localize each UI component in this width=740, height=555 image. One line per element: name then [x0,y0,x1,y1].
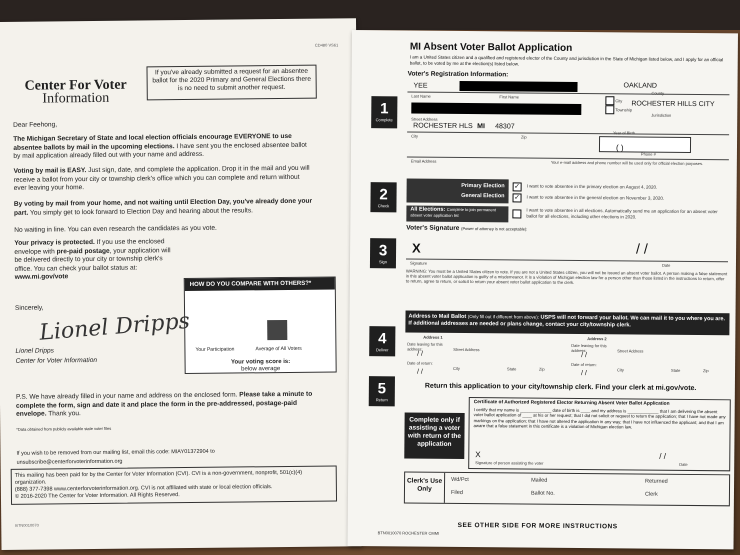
p5-rest: , your application will be delivered directly to your city or township clerk's office. You can check your ballot status at: [14,246,171,273]
zip-2-label: Zip [703,368,709,374]
mail-header-bold: USPS will not forward your ballot. We can mail it to you where you are. If additional addresses are needed or plans change, contact your city/township clerk. [408,314,726,329]
returned-label: Returned [645,478,668,485]
score-value: below average [241,366,281,373]
city-2-label: City [617,367,624,373]
date-leaving-1: Date leaving for this address: [407,341,443,352]
date-return-2: Date of return: [571,361,597,368]
phone-label: Phone # [640,151,656,157]
email-note: Your e-mail address and phone number will be used only for official election purposes. [550,159,704,167]
absent-voter-application [347,30,737,549]
jurisdiction-value: ROCHESTER HILLS CITY [631,100,715,109]
see-other-side: SEE OTHER SIDE FOR MORE INSTRUCTIONS [457,521,618,531]
form-title: MI Absent Voter Ballot Application [409,41,573,54]
state-2-label: State [671,367,681,373]
signature-note: (Power of attorney is not acceptable): [461,225,528,232]
all-elections-box [406,205,508,222]
ballot-no-label: Ballot No. [530,490,555,497]
signature-header-text: Voter's Signature [406,224,460,232]
filed-label: Filed [450,489,463,496]
all-elections-checkbox[interactable] [512,209,521,218]
clerk-use-box [404,471,730,506]
zip-1-label: Zip [539,366,545,372]
registration-header: Voter's Registration Information: [407,70,509,79]
city-check-label: City [615,98,623,104]
p2-rest: Just sign, date, and complete the application. Drop it in the mail and you will receive a ballot from your city or township clerk's office which you can complete and return without ever leaving your home. [13,164,310,193]
step-5-badge [369,376,395,406]
step-5-number: 5 [377,380,387,398]
all-elections-text: I want to vote absentee in all elections. Automatically send me an application for an absent voter ballot for all elections, including other elections in 2020. [526,207,718,219]
county-label: County [651,90,665,96]
paragraph-no-waiting: No waiting in line. You can even research the candidates as you vote. [14,224,217,234]
step-3-badge [370,238,396,268]
p5-bold-postage: pre-paid postage [56,247,110,255]
letter-form-code: CD480 VS61 [314,42,339,48]
step-1-word: Complete [375,117,393,123]
step-3-word: Sign [378,259,388,265]
paid-for-box [11,465,337,504]
p5-mid: If you use the enclosed envelope with [14,238,165,256]
org-line-1: Center For Voter [24,77,127,94]
ps-text: P.S. We have already filled in your name and address on the enclosed form. [15,391,238,401]
street-2-label: Street Address [617,348,644,354]
certificate-sig-label: Signature of person assisting the voter [475,460,544,466]
all-elections-label: All Elections: [410,206,446,213]
step-4-word: Deliver [375,347,389,353]
step-2-badge [370,182,396,212]
step-3-number: 3 [378,242,388,260]
assist-label: Complete only if assisting a voter with return of the application [404,412,464,459]
email-label: Email Address [410,158,437,164]
county-value: OAKLAND [623,82,658,90]
election-labels [406,178,508,203]
p5-bold: Your privacy is protected. [14,238,95,247]
primary-label: Primary Election [461,182,505,190]
date-leaving-2: Date leaving for this address: [571,342,607,354]
city-label: City [411,133,418,139]
paragraph-encourage [13,133,313,162]
city-checkbox[interactable] [605,96,614,105]
form-footer-code: BTN0010070 ROCHESTER CMMI [377,530,440,536]
average-label: Average of All Voters [255,345,302,353]
redaction-name [459,81,577,92]
p1-bold: The Michigan Secretary of State and local election officials encourage EVERYONE to use absentee ballots by mail in the upcoming elections. [13,132,292,152]
greeting: Dear Feehong, [13,121,58,129]
primary-text: I want to vote absentee in the primary election on August 4, 2020. [526,183,658,190]
p3-rest: You simply get to look forward to Election Day and hearing about the results. [29,206,254,217]
signature-label: Signature [409,260,428,266]
city-line [407,131,729,135]
street-1-label: Street Address [453,346,480,353]
address-1-title: Address 1 [423,334,443,340]
your-participation-label: Your Participation [195,346,235,353]
org-logo-text [11,78,141,105]
signature-image: Lionel Dripps [38,308,191,346]
certificate-date-label: Date [679,461,688,467]
phone-parens: ( ) [615,143,624,153]
zip-label: Zip [521,134,527,140]
township-check-label: Township [615,107,633,113]
mailing-line-1: This mailing has been paid for by the Center for Voter Information (CVI). CVI is a non-government, nonprofit, 501(c)(4) organization. [14,469,303,486]
paragraph-done-part [14,198,314,218]
mail-address-header [405,310,729,335]
name-line [407,91,729,95]
step-2-number: 2 [379,186,388,204]
p3-bold: By voting by mail from your home, and not waiting until Election Day, you've already done your part. [13,197,313,217]
p1-rest: I have sent you the enclosed absentee ballot by mail application already filled out with your name and address. [13,141,307,161]
score-label: Your voting score is: [230,358,291,366]
wd-pct-label: Wd/Pct [451,476,469,484]
certificate-body: I certify that my name is _____________ date of birth is ____ and my address is _____________ that I am delivering the absent voter ballot application of ____ at his or her request; that I did not solicit or request to return the application; that I have not made any markings on the application; that I have not altered the application in any way; that I have not influenced the applicant; and that I am aware that a false statement in this certificate is a violation of Michigan election law. [473,407,726,430]
clerk-use-label: Clerk's Use Only [405,472,445,502]
ps-bold: Please take a minute to complete the form, sign and date it and place the form in the pre-addressed, postage-paid envelope. [15,390,313,418]
certificate-x: X [475,450,481,460]
mailing-line-2: (888) 377-7398 www.centerforvoterinformation.org. CVI is not affiliated with state or local election officials. [14,484,273,493]
step-5-word: Return [375,397,388,403]
last-name-label: Last Name [411,93,431,99]
data-source-note: *Data obtained from publicly available state voter files [16,425,112,432]
all-elections-sub: Complete to join permanent absent voter application list [410,206,496,218]
general-label: General Election [461,192,505,200]
certificate-box [468,397,731,471]
paragraph-easy [14,165,314,194]
leave-date-1[interactable]: / / [417,350,424,358]
mailed-label: Mailed [531,477,548,484]
date-slashes: / / [636,240,648,257]
leave-date-2[interactable]: / / [581,352,588,360]
redaction-address [411,103,581,115]
form-intro: I am a United States citizen and a qualified and registered elector of the County and jurisdiction in the State of Michigan listed below, and I apply for an official ballot, to be voted by me at the election(s) listed below. [409,54,724,66]
cover-letter [0,18,362,550]
city-1-label: City [453,365,460,371]
certificate-date: / / [659,451,667,461]
ballot-status-url: www.mi.gov/vote [14,273,69,282]
return-date-2[interactable]: / / [580,370,587,378]
mailing-line-3: © 2016-2020 The Center for Voter Information. All Rights Reserved. [14,492,180,500]
warning-text: WARNING: You must be a United States citizen to vote. If you are not a United States citizen, you will not be issued an absent voter ballot. A person making a false statement in this absent voter ballot application is guilty of a misdemeanor. It is a violation of Michigan election law for a person other than those listed in the instructions to return, offer to return, agree to return, or solicit to return your absent voter ballot application to the clerk. [405,268,728,286]
signer-name: Lionel Dripps [15,347,54,355]
phone-field[interactable] [599,136,691,153]
address-2-title: Address 2 [587,336,607,342]
street-label: Street Address [411,116,438,122]
clerk-label: Clerk [644,491,658,498]
step-1-number: 1 [380,100,389,118]
already-submitted-notice: If you've already submitted a request for an absentee ballot for the 2020 Primary and General Elections there is no need to submit another request. [146,65,316,101]
average-bar [267,320,287,340]
signature-line[interactable] [406,258,728,262]
postscript [16,391,316,420]
state-1-label: State [507,366,517,372]
township-checkbox[interactable] [605,105,614,114]
mail-header-title: Address to Mail Ballot [408,313,467,321]
signature-header [406,224,527,232]
certificate-title: Certificate of Authorized Registered Elector Returning Absent Voter Ballot Application [473,400,670,407]
return-instruction: Return this application to your city/township clerk. Find your clerk at mi.gov/vote. [424,382,697,393]
removal-instructions: If you wish to be removed from our mailing list, email this code: MIAY01372904 to unsubscribe@centerforvoterinformation.org [16,448,215,466]
state-value: MI [477,123,485,131]
ps-thanks: Thank you. [48,410,81,418]
sincerely: Sincerely, [14,304,44,312]
step-1-badge [371,96,397,128]
signer-org: Center for Voter Information [15,356,98,365]
first-name-label: First Name [499,94,520,100]
org-line-2: Information [42,90,110,107]
signature-x: X [412,240,421,256]
date-return-1: Date of return: [407,360,433,366]
step-2-word: Check [377,203,390,209]
p2-bold: Voting by mail is EASY. [13,167,87,175]
comparison-title: HOW DO YOU COMPARE WITH OTHERS?* [185,277,335,291]
mail-header-note: (Only fill out if different from above): [467,314,540,320]
general-text: I want to vote absentee in the general election on November 3, 2020. [526,194,665,201]
paragraph-privacy [14,238,179,283]
step-4-number: 4 [378,330,387,348]
primary-checkbox[interactable]: ✓ [514,183,521,191]
jurisdiction-label: Jurisdiction [651,112,672,118]
date-label: Date [661,262,671,268]
step-4-badge [369,326,395,356]
birth-label: Year of Birth [613,130,636,136]
city-value: ROCHESTER HLS [413,122,473,131]
letter-footer-code: BTN0010070 [15,522,39,528]
general-checkbox[interactable]: ✓ [514,194,521,202]
zip-value: 48307 [495,123,515,131]
first-name-value: YEE [413,82,428,90]
return-date-1[interactable]: / / [416,368,423,376]
